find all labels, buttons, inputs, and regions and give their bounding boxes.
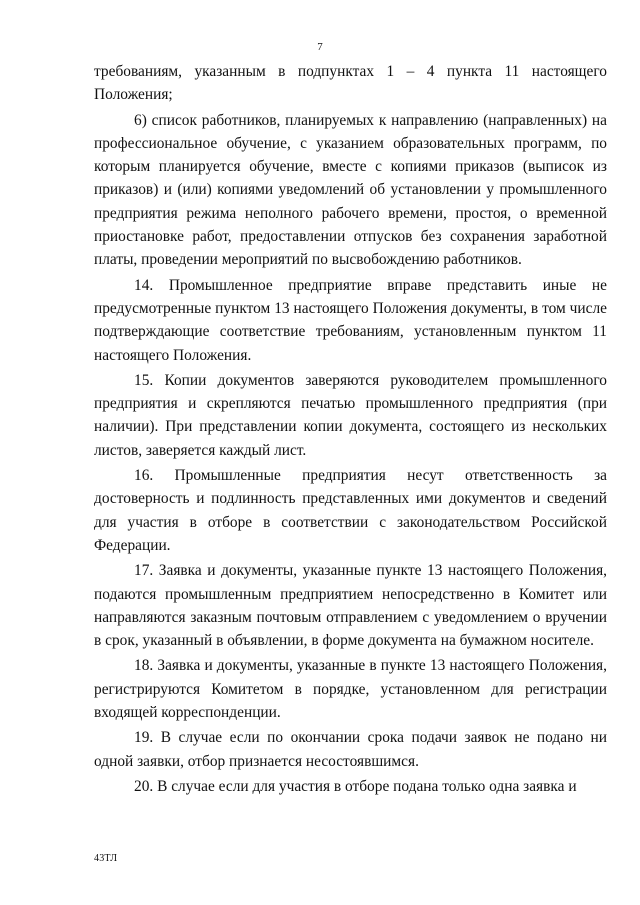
paragraph-item-16: 16. Промышленные предприятия несут ответственность за достоверность и подлинность представленных ими документов и сведений для участия в отборе в соответствии с законодательством Российской Федерации. [94,467,607,554]
paragraph-item-17: 17. Заявка и документы, указанные пункте 13 настоящего Положения, подаются промышленным предприятием непосредственно в Комитет или направляются заказным почтовым отправлением с уведомлением о вручении в срок, указанный в объявлении, в форме документа на бумажном носителе. [94,562,607,650]
page-number: 7 [317,41,323,53]
paragraph-item-15: 15. Копии документов заверяются руководителем промышленного предприятия и скрепляются печатью промышленного предприятия (при наличии). При представлении копии документа, состоящего из нескольких листов, заверяется каждый лист. [94,371,607,459]
paragraph-item-18: 18. Заявка и документы, указанные в пункте 13 настоящего Положения, регистрируются Комитетом в порядке, установленном для регистрации входящей корреспонденции. [94,657,607,722]
paragraph-item-19: 19. В случае если по окончании срока подачи заявок не подано ни одной заявки, отбор признается несостоявшимся. [94,729,607,770]
paragraph-item-14: 14. Промышленное предприятие вправе представить иные не предусмотренные пунктом 13 настоящего Положения документы, в том числе подтверждающие соответствие требованиям, установленным пунктом 11 настоящего Положения. [94,276,607,364]
document-code: 43ТЛ [94,853,118,864]
paragraph-continuation: требованиям, указанным в подпунктах 1 – 4 пункта 11 настоящего Положения; [94,63,607,104]
document-body [94,60,607,798]
paragraph-subitem-6: 6) список работников, планируемых к направлению (направленных) на профессиональное обучение, с указанием образовательных программ, по которым планируется обучение, вместе с копиями приказов (выписок из приказов) и (или) копиями уведомлений об установлении у промышленного предприятия режима неполного рабочего времени, простоя, о временной приостановке работ, предоставлении отпусков без сохранения заработной платы, проведении мероприятий по высвобождению работников. [94,111,607,269]
paragraph-item-20: 20. В случае если для участия в отборе подана только одна заявка и [134,777,577,795]
